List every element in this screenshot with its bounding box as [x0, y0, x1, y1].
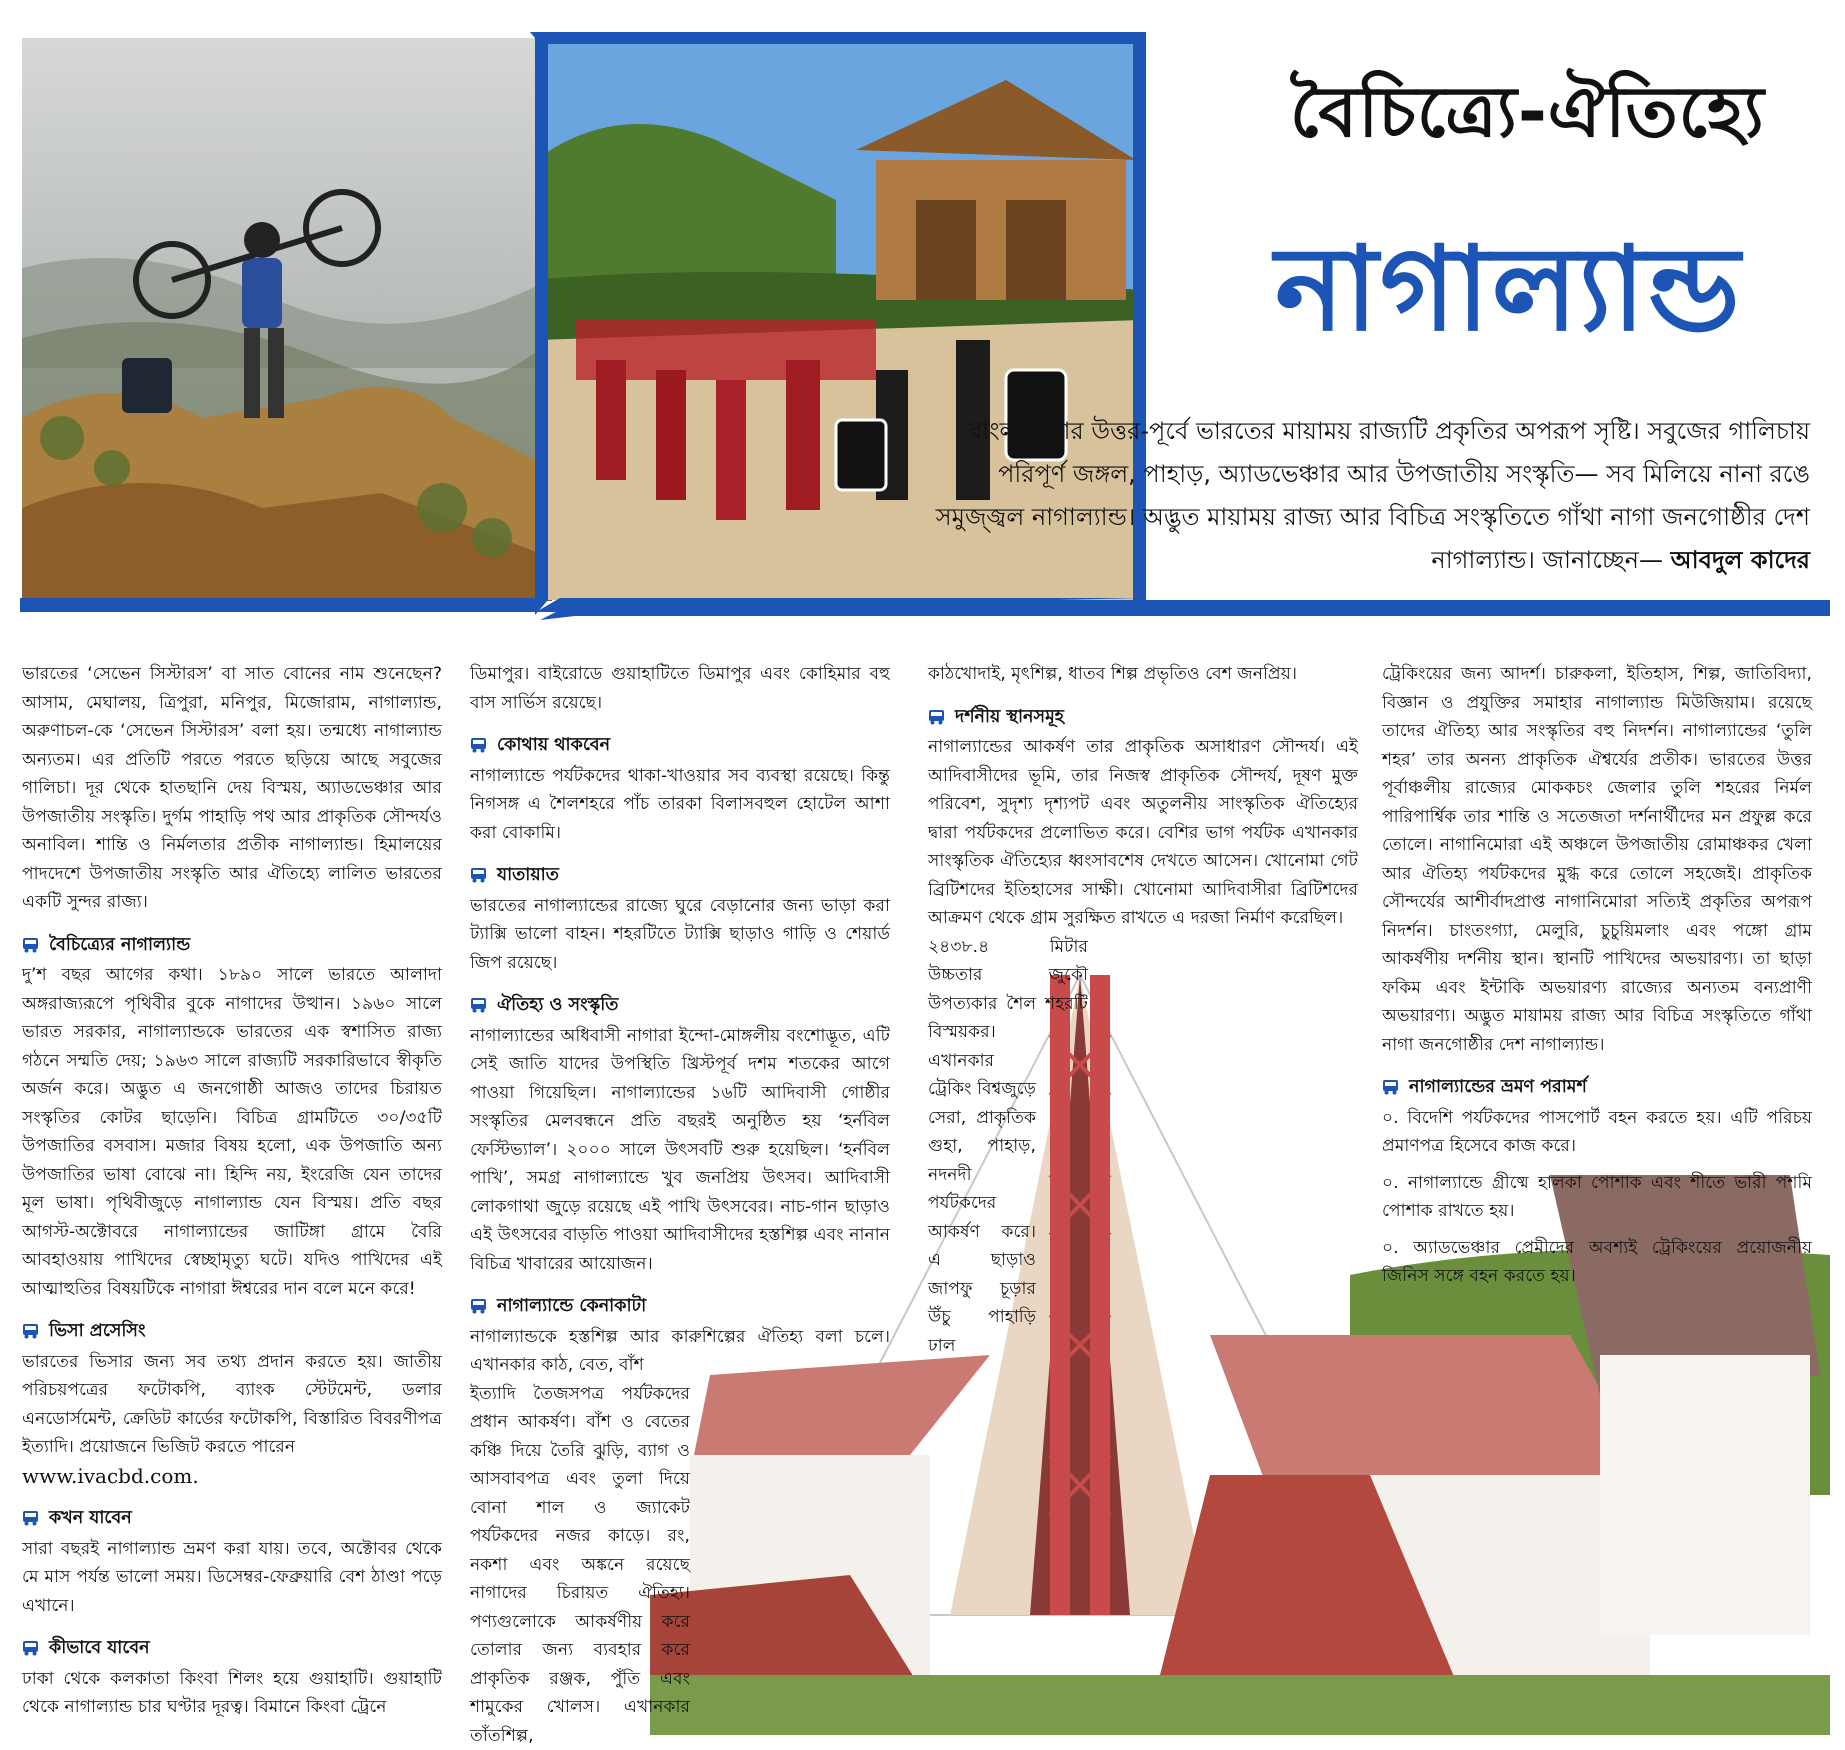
- column-1: [22, 660, 442, 1722]
- bus-icon: [470, 997, 487, 1013]
- travel-tip: ০. অ্যাডভেঞ্চার প্রেমীদের অবশ্যই ট্রেকিংয়ের প্রয়োজনীয় জিনিস সঙ্গে বহন করতে হয়।: [1382, 1234, 1812, 1291]
- section-heading: [22, 1634, 442, 1663]
- section-heading: [470, 861, 890, 890]
- bus-icon: [1382, 1079, 1399, 1095]
- col3-paragraph-0: কাঠখোদাই, মৃৎশিল্প, ধাতব শিল্প প্রভৃতিও বেশ জনপ্রিয়।: [928, 660, 1358, 689]
- travel-tip: ০. বিদেশি পর্যটকদের পাসপোর্ট বহন করতে হয়। এটি পরিচয় প্রমাণপত্র হিসেবে কাজ করে।: [1382, 1104, 1812, 1161]
- section-heading: [1382, 1073, 1812, 1102]
- section-title: দর্শনীয় স্থানসমূহ: [955, 703, 1064, 732]
- col3-paragraph-1: নাগাল্যান্ডের আকর্ষণ তার প্রাকৃতিক অসাধারণ সৌন্দর্য। এই আদিবাসীদের ভূমি, তার নিজস্ব প্রাকৃতিক সৌন্দর্য, দূষণ মুক্ত পরিবেশ, সুদৃশ্য দৃশ্যপট এবং অতুলনীয় সাংস্কৃতিক ঐতিহ্যের দ্বারা পর্যটকদের প্রলোভিত করে। বেশির ভাগ পর্যটক এখানকার সাংস্কৃতিক ঐতিহ্যের ধ্বংসাবশেষ দেখতে আসেন। খোনোমা গেট ব্রিটিশদের ইতিহাসের সাক্ষী। খোনোমা আদিবাসীরা ব্রিটিশদের আক্রমণ থেকে গ্রাম সুরক্ষিত রাখতে এ দরজা নির্মাণ করেছিল।: [928, 733, 1358, 933]
- intro-text: বাংলাদেশের উত্তর-পূর্বে ভারতের মায়াময় রাজ্যটি প্রকৃতির অপরূপ সৃষ্টি। সবুজের গালিচায় পরিপূর্ণ জঙ্গল, পাহাড়, অ্যাডভেঞ্চার আর উপজাতীয় সংস্কৃতি— সব মিলিয়ে নানা রঙে সমুজ্জ্বল নাগাল্যান্ড। অদ্ভুত মায়াময় রাজ্য আর বিচিত্র সংস্কৃতিতে গাঁথা নাগা জনগোষ্ঠীর দেশ নাগাল্যান্ড। জানাচ্ছেন—: [936, 417, 1810, 574]
- section-heading: [470, 1292, 890, 1321]
- section-title: ভিসা প্রসেসিং: [49, 1317, 146, 1346]
- headline-title: নাগাল্যান্ড: [1275, 200, 1742, 394]
- col2-paragraph-4b: ইত্যাদি তৈজসপত্র পর্যটকদের প্রধান আকর্ষণ। বাঁশ ও বেতের কঞ্চি দিয়ে তৈরি ঝুড়ি, ব্যাগ ও আসবাবপত্র এবং তুলা দিয়ে বোনা শাল ও জ্যাকেট পর্যটকদের নজর কাড়ে। রং, নকশা এবং অঙ্কনে রয়েছে নাগাদের চিরায়ত ঐতিহ্য। পণ্যগুলোকে আকর্ষণীয় করে তোলার জন্য ব্যবহার করে প্রাকৃতিক রঞ্জক, পুঁতি এবং শামুকের খোলস। এখানকার তাঁতশিল্প,: [470, 1380, 690, 1750]
- bus-icon: [22, 1510, 39, 1526]
- section-title: কখন যাবেন: [49, 1504, 132, 1533]
- section-heading: [470, 991, 890, 1020]
- column-4: [1382, 660, 1812, 1299]
- section-title: নাগাল্যান্ডের ভ্রমণ পরামর্শ: [1409, 1073, 1587, 1102]
- section-heading: [928, 703, 1358, 732]
- section-heading: [22, 1504, 442, 1533]
- col1-paragraph-5: ঢাকা থেকে কলকাতা কিংবা শিলং হয়ে গুয়াহাটি। গুয়াহাটি থেকে নাগাল্যান্ড চার ঘণ্টার দূরত্ব। বিমানে কিংবা ট্রেনে: [22, 1665, 442, 1722]
- col3-paragraph-2b: এখানকার ট্রেকিং বিশ্বজুড়ে সেরা, প্রাকৃতিক গুহা, পাহাড়, নদনদী পর্যটকদের আকর্ষণ করে। এ ছাড়াও জাপফু চূড়ার উঁচু পাহাড়ি ঢাল: [928, 1047, 1036, 1361]
- headline-kicker: বৈচিত্র্যে-ঐতিহ্যে: [1290, 58, 1765, 175]
- col2-paragraph-4a: নাগাল্যান্ডকে হস্তশিল্প আর কারুশিল্পের ঐতিহ্য বলা চলে। এখানকার কাঠ, বেত, বাঁশ: [470, 1323, 890, 1380]
- section-title: ঐতিহ্য ও সংস্কৃতি: [497, 991, 618, 1020]
- section-heading: [470, 731, 890, 760]
- bus-icon: [22, 1640, 39, 1656]
- section-title: কোথায় থাকবেন: [497, 731, 610, 760]
- col1-paragraph-1: ভারতের ‘সেভেন সিস্টারস’ বা সাত বোনের নাম শুনেছেন? আসাম, মেঘালয়, ত্রিপুরা, মনিপুর, মিজোরাম, নাগাল্যান্ড, অরুণাচল-কে ‘সেভেন সিস্টারস’ বলা হয়। তন্মধ্যে নাগাল্যান্ড অন্যতম। এর প্রতিটি পরতে পরতে ছড়িয়ে আছে সবুজের গালিচা। দূর থেকে হাতছানি দেয় বিস্ময়, অ্যাডভেঞ্চার আর উপজাতীয় সংস্কৃতি। দুর্গম পাহাড়ি পথ আর প্রাকৃতিক সৌন্দর্যও অনাবিল। শান্তি ও নির্মলতার প্রতীক নাগাল্যান্ড। হিমালয়ের পাদদেশে উপজাতীয় সংস্কৃতি আর ঐতিহ্যে লালিত ভারতের একটি সুন্দর রাজ্য।: [22, 660, 442, 917]
- col1-paragraph-2: দু’শ বছর আগের কথা। ১৮৯০ সালে ভারতে আলাদা অঙ্গরাজ্যরূপে পৃথিবীর বুকে নাগাদের উত্থান। ১৯৬০ সালে ভারত সরকার, নাগাল্যান্ডকে ভারতের এক স্বশাসিত রাজ্য গঠনে সম্মতি দেয়; ১৯৬৩ সালে রাজ্যটি সরকারিভাবে স্বীকৃতি অর্জন করে। অদ্ভুত এ জনগোষ্ঠী আজও তাদের চিরায়ত সংস্কৃতির কোটর ছাড়েনি। বিচিত্র গ্রামটিতে ৩০/৩৫টি উপজাতির বসবাস। মজার বিষয় হলো, এক উপজাতি অন্য উপজাতির ভাষা বোঝে না। হিন্দি নয়, ইংরেজি যেন তাদের মূল ভাষা। পৃথিবীজুড়ে নাগাল্যান্ড যেন বিস্ময়। প্রতি বছর আগস্ট-অক্টোবরে নাগাল্যান্ডের জাটিঙ্গা গ্রামে বৈরি আবহাওয়ায় পাখিদের স্বেচ্ছামৃত্যু ঘটে। যদিও পাখিদের এই আত্মাহুতির বিষয়টিকে নাগারা ঈশ্বরের দান বলে মনে করে!: [22, 961, 442, 1303]
- col2-paragraph-3: নাগাল্যান্ডের অধিবাসী নাগারা ইন্দো-মোঙ্গলীয় বংশোদ্ভূত, এটি সেই জাতি যাদের উপস্থিতি খ্রিস্টপূর্ব দশম শতকের আগে পাওয়া গিয়েছিল। নাগাল্যান্ডের ১৬টি আদিবাসী গোষ্ঠীর সংস্কৃতির মেলবন্ধনে প্রতি বছরই অনুষ্ঠিত হয় ‘হর্নবিল ফেস্টিভ্যাল’। ২০০০ সালে উৎসবটি শুরু হয়েছিল। ‘হর্নবিল পাখি’, সমগ্র নাগাল্যান্ডে খুব জনপ্রিয় উৎসব। আদিবাসী লোকগাথা জুড়ে রয়েছে এই পাখি উৎসবের। নাচ-গান ছাড়াও এই উৎসবের বাড়তি পাওয়া আদিবাসীদের হস্তশিল্প এবং নানান বিচিত্র খাবারের আয়োজন।: [470, 1022, 890, 1279]
- col2-paragraph-2: ভারতের নাগাল্যান্ডের রাজ্যে ঘুরে বেড়ানোর জন্য ভাড়া করা ট্যাক্সি ভালো বাহন। শহরটিতে ট্যাক্সি ছাড়াও গাড়ি ও শেয়ার্ড জিপ রয়েছে।: [470, 892, 890, 978]
- col1-paragraph-4: সারা বছরই নাগাল্যান্ড ভ্রমণ করা যায়। তবে, অক্টোবর থেকে মে মাস পর্যন্ত ভালো সময়। ডিসেম্বর-ফেব্রুয়ারি বেশ ঠাণ্ডা পড়ে এখানে।: [22, 1535, 442, 1621]
- column-2: [470, 660, 890, 1750]
- visa-website-link[interactable]: www.ivacbd.com.: [22, 1462, 442, 1491]
- col3-paragraph-2a: ২৪৩৮.৪ মিটার উচ্চতার জুকৌ উপত্যকার শৈল শহরটি বিস্ময়কর।: [928, 933, 1088, 1047]
- travel-tip: ০. নাগাল্যান্ডে গ্রীষ্মে হালকা পোশাক এবং শীতে ভারী পশমি পোশাক রাখতে হয়।: [1382, 1169, 1812, 1226]
- col2-paragraph-1: নাগাল্যান্ডে পর্যটকদের থাকা-খাওয়ার সব ব্যবস্থা রয়েছে। কিন্তু নিগসঙ্গ এ শৈলশহরে পাঁচ তারকা বিলাসবহুল হোটেল আশা করা বোকামি।: [470, 762, 890, 848]
- bus-icon: [22, 937, 39, 953]
- section-heading: [22, 1317, 442, 1346]
- column-3: [928, 660, 1358, 1360]
- col4-paragraph-0: ট্রেকিংয়ের জন্য আদর্শ। চারুকলা, ইতিহাস, শিল্প, জাতিবিদ্যা, বিজ্ঞান ও প্রযুক্তির সমাহার নাগাল্যান্ড মিউজিয়াম। রয়েছে তাদের ঐতিহ্য আর সংস্কৃতির বহু নিদর্শন। নাগাল্যান্ডের ‘তুলি শহর’ তার অনন্য প্রাকৃতিক ঐশ্বর্যের প্রতীক। ভারতের উত্তর পূর্বাঞ্চলীয় রাজ্যের মোককচং জেলার তুলি শহরের নির্মল পারিপার্শ্বিক তার শান্তি ও সতেজতা দর্শনার্থীদের মন প্রফুল্ল করে তোলে। নাগানিমোরা এই অঞ্চলে উপজাতীয় রোমাঞ্চকর খেলা আর ঐতিহ্য পর্যটকদের মুগ্ধ করে তোলে সহজেই। প্রাকৃতিক সৌন্দর্যের আশীর্বাদপ্রাপ্ত নাগানিমোরা সত্যিই প্রকৃতির অপরূপ নিদর্শন। চাংতংগ্যা, মেলুরি, চুচুয়িমলাং এবং পঙ্গো গ্রাম আকর্ষণীয় দর্শনীয় স্থান। স্থানটি পাখিদের অভয়ারণ্য। তা ছাড়া ফকিম এবং ইন্টাকি অভয়ারণ্য রাজ্যের অন্যতম বন্যপ্রাণী অভয়ারণ্য। অদ্ভুত মায়াময় রাজ্য আর বিচিত্র সংস্কৃতিতে গাঁথা নাগা জনগোষ্ঠীর দেশ নাগাল্যান্ড।: [1382, 660, 1812, 1059]
- bus-icon: [470, 1298, 487, 1314]
- section-title: যাতায়াত: [497, 861, 559, 890]
- bus-icon: [470, 737, 487, 753]
- section-title: বৈচিত্র্যের নাগাল্যান্ড: [49, 931, 190, 960]
- col1-paragraph-3: ভারতের ভিসার জন্য সব তথ্য প্রদান করতে হয়। জাতীয় পরিচয়পত্রের ফটোকপি, ব্যাংক স্টেটমেন্ট, ডলার এনডোর্সমেন্ট, ক্রেডিট কার্ডের ফটোকপি, বিস্তারিত বিবরণীপত্র ইত্যাদি। প্রয়োজনে ভিজিট করতে পারেন: [22, 1348, 442, 1462]
- bus-icon: [928, 709, 945, 725]
- section-heading: [22, 931, 442, 960]
- travel-tips-list: [1382, 1104, 1812, 1291]
- author-name: আবদুল কাদের: [1671, 546, 1810, 574]
- bus-icon: [22, 1323, 39, 1339]
- bus-icon: [470, 867, 487, 883]
- intro-paragraph: [930, 410, 1810, 582]
- section-title: কীভাবে যাবেন: [49, 1634, 150, 1663]
- col2-paragraph-0: ডিমাপুর। বাইরোডে গুয়াহাটিতে ডিমাপুর এবং কোহিমার বহু বাস সার্ভিস রয়েছে।: [470, 660, 890, 717]
- section-title: নাগাল্যান্ডে কেনাকাটা: [497, 1292, 646, 1321]
